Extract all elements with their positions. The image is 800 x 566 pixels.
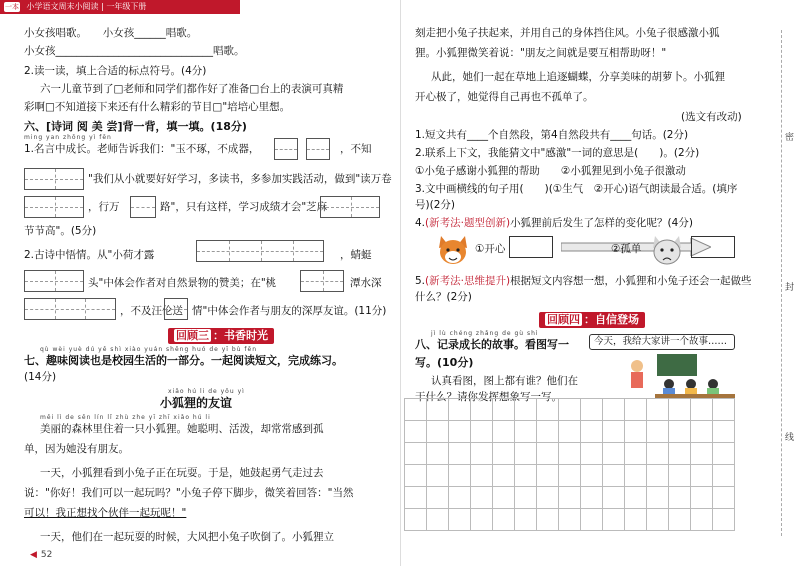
- seal-char: 封: [784, 283, 794, 293]
- section-six-heading: 六、[诗词 阅 美 尝]背一背，填一填。(18分): [24, 120, 247, 133]
- punctuation-line: 彩啊□不知道接下来还有什么精彩的节目□"培培心里想。: [24, 101, 291, 113]
- question-6-1: 1.名言中成长。老师告诉我们："玉不琢，不成器，: [24, 143, 260, 155]
- question-6-2b: 头"中体会作者对自然景物的赞美；在"桃: [88, 277, 277, 289]
- header-bar: [0, 0, 240, 14]
- question-6-2d: 情"中体会作者与朋友的深厚友谊。(11分): [192, 305, 387, 317]
- pinyin-line: měi lì de sēn lín lǐ zhù zhe yī zhī xiǎo hú li: [40, 414, 211, 421]
- answer-grid[interactable]: [320, 196, 380, 218]
- story-paragraph-2b: 说："你好！我们可以一起玩吗？"小兔子停下脚步，微笑着回答："当然: [24, 487, 354, 499]
- question-7-1: 1.短文共有____个自然段，第4自然段共有____句话。(2分): [415, 129, 689, 141]
- question-6-1c2: 路"，只有这样，学习成绩才会"芝麻: [160, 201, 328, 213]
- story-paragraph-3: 一天，他们在一起玩耍的时候，大风把小兔子吹倒了。小狐狸立: [40, 531, 334, 543]
- seal-char: 线: [784, 433, 794, 443]
- answer-grid[interactable]: [300, 270, 344, 292]
- story-paragraph-2c: 可以！我正想找个伙伴一起玩呢！": [24, 507, 187, 519]
- line-end: 潭水深: [350, 277, 382, 289]
- question-8b: 写。(10分): [415, 356, 474, 369]
- story-paragraph-4: 从此，她们一起在草地上追逐蝴蝶，分享美味的胡萝卜。小狐狸: [431, 71, 725, 83]
- answer-box[interactable]: [509, 236, 553, 258]
- story-paragraph-2: 一天，小狐狸看到小兔子正在玩耍。于是，她鼓起勇气走过去: [40, 467, 324, 479]
- question-7-5b: 什么？(2分): [415, 291, 472, 303]
- question-8c: 认真看图，图上都有谁？他们在: [431, 375, 578, 387]
- story-paragraph-4b: 开心极了，她觉得自己再也不孤单了。: [415, 91, 594, 103]
- lonely-fox-icon: [649, 232, 685, 268]
- question-7-2: 2.联系上下文，我能猜文中"感激"一词的意思是( )。(2分): [415, 147, 700, 159]
- option-happy: ①开心: [475, 243, 506, 255]
- answer-grid[interactable]: [24, 270, 84, 292]
- pinyin-line: xiǎo hú li de yǒu yì: [168, 388, 245, 395]
- story-paragraph-3b: 刻走把小兔子扶起来，并用自己的身体挡住风。小兔子很感激小狐: [415, 27, 720, 39]
- question-7-3: 3.文中画横线的句子用( )(①生气 ②开心)语气朗读最合适。(填序: [415, 183, 738, 195]
- question-8d: 干什么？请你发挥想象写一写。: [415, 391, 562, 403]
- question-7-score: (14分): [24, 371, 57, 383]
- question-7: 七、趣味阅读也是校园生活的一部分。一起阅读短文，完成练习。: [24, 354, 343, 367]
- question-7-2-options: ①小兔子感谢小狐狸的帮助 ②小狐狸见到小兔子很激动: [415, 165, 686, 177]
- section-banner-4: 回顾四 ：自信登场: [539, 312, 645, 328]
- section-banner-3: 回顾三 ：书香时光: [168, 328, 274, 344]
- brand-logo: 一本: [5, 2, 19, 11]
- pinyin-line: qù wèi yuè dú yě shì xiào yuán shēng huó de yī bù fēn: [40, 346, 258, 353]
- sentence-line: 小女孩______________________________唱歌。: [24, 45, 245, 57]
- answer-grid[interactable]: [24, 298, 116, 320]
- question-6-1b: "我们从小就要好好学习，多读书，多参加实践活动，做到"读万卷: [88, 173, 392, 185]
- question-6-2: 2.古诗中悟情。从"小荷才露: [24, 249, 155, 261]
- sentence-line: 小女孩唱歌。 小女孩______唱歌。: [24, 27, 198, 39]
- story-paragraph-3c: 狸。小狐狸微笑着说："朋友之间就是要互相帮助呀！": [415, 47, 667, 59]
- story-paragraph-1: 美丽的森林里住着一只小狐狸。她聪明、活泼，却常常感到孤: [40, 423, 324, 435]
- happy-fox-icon: [435, 232, 471, 268]
- header-title: 小学语文周末小阅读 | 一年级下册: [26, 2, 147, 11]
- speech-bubble: 今天，我给大家讲一个故事……: [589, 334, 735, 350]
- page-number: ◀ 52: [30, 550, 53, 560]
- question-6-2c: ，不及汪伦送: [120, 305, 183, 317]
- answer-grid[interactable]: [306, 138, 330, 160]
- line-end: ，蜻蜓: [340, 249, 372, 261]
- question-6-1d: 节节高"。(5分): [24, 225, 97, 237]
- seal-char: 密: [784, 133, 794, 143]
- question-8: 八、记录成长的故事。看图写一: [415, 338, 569, 351]
- question-7-4: 4.(新考法·题型创新)小狐狸前后发生了怎样的变化呢？(4分): [415, 217, 693, 229]
- question-7-3b: 号)(2分): [415, 199, 455, 211]
- question-6-1c: ，行万: [88, 201, 120, 213]
- answer-box[interactable]: [691, 236, 735, 258]
- question-2: 2.读一读，填上合适的标点符号。(4分): [24, 65, 207, 77]
- writing-grid[interactable]: [404, 398, 750, 538]
- story-paragraph-1b: 单，因为她没有朋友。: [24, 443, 129, 455]
- punctuation-line: 六一儿童节到了□老师和同学们都作好了准备□台上的表演可真精: [40, 83, 344, 95]
- line-end: ，不知: [340, 143, 372, 155]
- story-title: 小狐狸的友谊: [160, 396, 233, 410]
- answer-grid[interactable]: [196, 240, 324, 262]
- classroom-illustration: [607, 354, 747, 398]
- answer-grid[interactable]: [130, 196, 156, 218]
- option-lonely: ②孤单: [611, 243, 642, 255]
- pinyin-line: ming yan zhōng yì fēn: [24, 134, 112, 141]
- question-7-5: 5.(新考法·思维提升)根据短文内容想一想，小狐狸和小兔子还会一起做些: [415, 275, 752, 287]
- source-note: (选文有改动): [681, 111, 742, 123]
- pinyin-line: jì lù chéng zhǎng de gù shì: [431, 330, 539, 337]
- answer-grid[interactable]: [24, 168, 84, 190]
- seal-line: [781, 30, 782, 536]
- answer-grid[interactable]: [164, 298, 188, 320]
- answer-grid[interactable]: [274, 138, 298, 160]
- answer-grid[interactable]: [24, 196, 84, 218]
